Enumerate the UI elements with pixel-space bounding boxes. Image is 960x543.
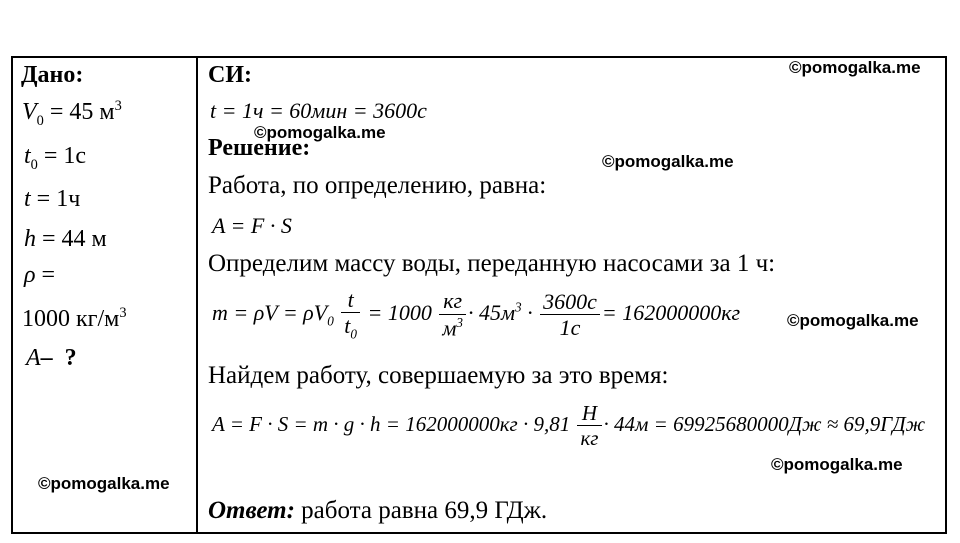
- volume-subscript: 0: [36, 112, 44, 129]
- rho-symbol: ρ: [24, 262, 36, 288]
- si-heading: СИ:: [208, 62, 252, 88]
- g-unit-denominator: кг: [580, 426, 599, 451]
- given-volume: [22, 98, 122, 130]
- density-unit-denominator: $м^3$: [442, 314, 463, 340]
- answer-line: [208, 497, 547, 525]
- g-unit-numerator: Н: [577, 402, 601, 426]
- watermark-top-right: ©pomogalka.me: [789, 58, 921, 77]
- watermark-under-si: ©pomogalka.me: [254, 123, 386, 142]
- mass-volume-power: 3: [515, 299, 522, 315]
- volume-unit-power: 3: [114, 98, 122, 114]
- seconds-denominator: 1с: [559, 314, 581, 340]
- t0-subscript: 0: [30, 156, 38, 173]
- solution-line-1: Работа, по определению, равна:: [208, 172, 547, 199]
- rho-equals: =: [35, 262, 56, 288]
- rho-unit-power: 3: [119, 305, 127, 321]
- formula-mass: [212, 288, 740, 342]
- solution-line-3: Найдем работу, совершаемую за это время:: [208, 362, 669, 389]
- h-value: = 44 м: [36, 226, 107, 252]
- mass-dot: ·: [527, 299, 533, 325]
- given-find: [26, 345, 77, 372]
- volume-value: = 45 м: [43, 99, 115, 125]
- given-time: [24, 186, 80, 213]
- given-initial-time: [24, 143, 86, 174]
- formula-work-calc: [212, 402, 925, 450]
- given-height: [24, 226, 107, 253]
- find-dash: –: [40, 345, 53, 371]
- given-density: [24, 262, 55, 289]
- h-symbol: h: [24, 226, 36, 252]
- given-density-value: [22, 305, 127, 333]
- t0-value: = 1с: [37, 143, 87, 169]
- mass-rho-v0-sub: 0: [327, 313, 334, 329]
- solution-line-2: Определим массу воды, переданную насосами за 1 ч:: [208, 250, 776, 277]
- watermark-bottom-right: ©pomogalka.me: [771, 455, 903, 474]
- t-value: = 1ч: [30, 186, 81, 212]
- seconds-numerator: 3600с: [540, 290, 600, 315]
- rho-value-text: 1000 кг/м: [22, 306, 120, 332]
- answer-label: Ответ:: [208, 497, 295, 524]
- mass-density-value: = 1000: [362, 299, 432, 325]
- fraction-seconds: [540, 290, 600, 340]
- mass-result: = 162000000кг: [601, 299, 741, 325]
- find-question: ?: [64, 345, 77, 371]
- work-rhs: · 44м = 69925680000Дж ≈ 69,9ГДж: [603, 411, 926, 436]
- t0-symbol: t: [24, 143, 31, 169]
- time-ratio-numerator: t: [341, 288, 360, 313]
- fraction-g-unit: [577, 402, 601, 450]
- formula-work: A = F · S: [212, 213, 292, 238]
- mass-lhs: m = ρV = ρV: [212, 299, 328, 325]
- column-divider: [196, 56, 198, 534]
- fraction-time-ratio: [341, 288, 360, 342]
- mass-volume-term: · 45м: [468, 299, 516, 325]
- watermark-right-mid: ©pomogalka.me: [787, 311, 919, 330]
- watermark-bottom-left: ©pomogalka.me: [38, 474, 170, 493]
- find-symbol: A: [26, 345, 41, 371]
- fraction-density-unit: [439, 289, 466, 340]
- work-lhs: A = F · S = m · g · h = 162000000кг · 9,81: [212, 411, 571, 436]
- given-heading: Дано:: [21, 62, 84, 88]
- time-ratio-denominator: $t_0$: [344, 313, 357, 342]
- density-unit-numerator: кг: [439, 289, 466, 314]
- t-symbol: t: [24, 186, 31, 212]
- answer-text: работа равна 69,9 ГДж.: [294, 497, 548, 524]
- watermark-center: ©pomogalka.me: [602, 152, 734, 171]
- volume-symbol: V: [22, 99, 37, 125]
- solution-heading: Решение:: [208, 135, 311, 161]
- si-conversion: t = 1ч = 60мин = 3600с: [210, 98, 427, 123]
